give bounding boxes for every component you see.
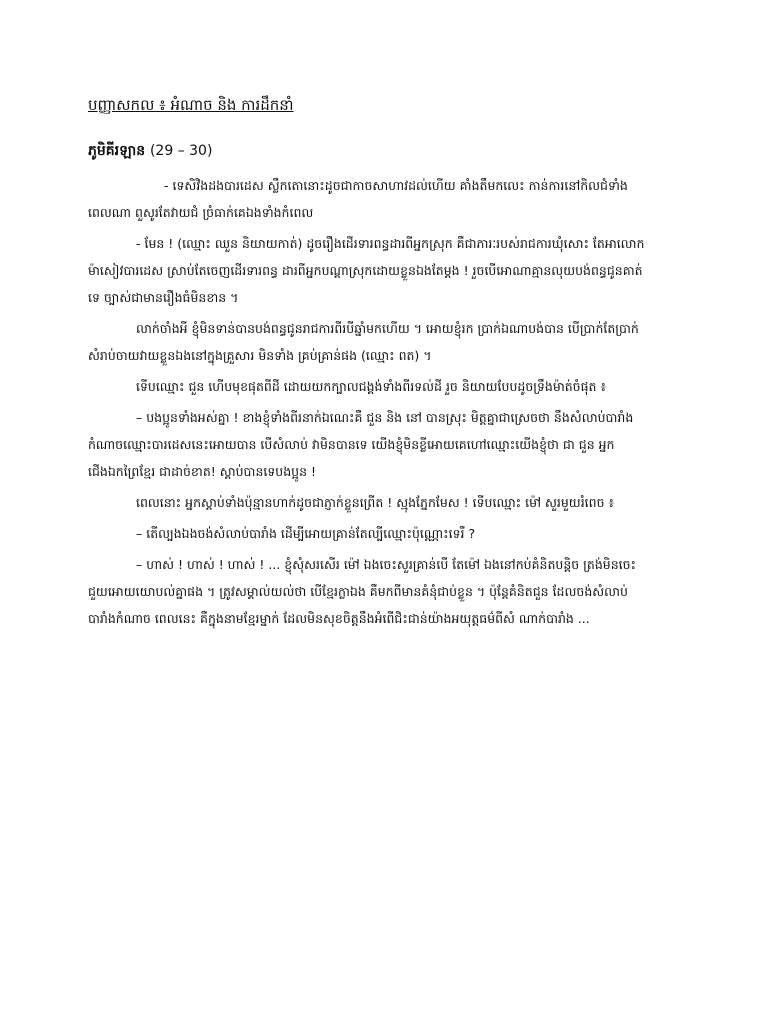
scene-range: (29 – 30): [149, 143, 213, 159]
scene-heading: [88, 138, 648, 164]
paragraph-6: ពេលនោះ អ្នកស្ដាប់ទាំងប៉ុន្មានហាក់ដូចជាភ្ញាក់ខ្លួនព្រើត ! ស្មុងភ្នែកមែស ! ទើបឈ្មោះ ម៉ៅ សួរមួយរំពេច ៖: [136, 495, 614, 510]
document-title: បញ្ញាសកល ៖ អំណាច និង ការដឹកនាំ: [88, 96, 294, 114]
paragraph-4: ទើបឈ្មោះ ជួន ហើបមុខផុតពីដី ដោយយកក្បាលជង្គង់ទាំងពីរទល់ដី រួច និយាយបែបដូចទ្រឹងម៉ាត់ចំផុត ៖: [136, 379, 606, 394]
paragraph-7: – តើល្បងឯងចង់សំលាប់បារាំង ដើម្បីអោយគ្រាន់តែល្បីឈ្មោះប៉ុណ្ណោះទេរឺ ?: [136, 526, 476, 541]
paragraph-5: – បងប្អូនទាំងអស់គ្នា ! ខាងខ្ញុំទាំងពីរនាក់ឯណេះគឺ ជួន និង នៅ បានស្រុះ មិត្តគ្នាជាស្រេចថា នឹងសំលាប់បារាំងកំណាចឈ្មោះបារដេសនេះអោយបាន បើសំលាប់ វាមិនបានទេ យើងខ្ញុំមិនខ្លីអោយគេហៅឈ្មោះយើងខ្ញុំថា ជា ជួន អ្នកជើងឯកព្រៃខ្មែរ ជាដាច់ខាត! ស្ដាប់បានទេបងប្អូន !: [88, 410, 634, 479]
document-page: [88, 92, 648, 636]
scene-label: ភូមិគីរឡាន: [88, 143, 146, 159]
paragraph-1: - ទេសិវិងដងបារដេស ស្លឹកតោនោះដូចជាកាចសាហាវដល់ហើយ គាំងតឹមកលេះ កាន់ការនៅកិលជំទាំងពេលណា ពួសូរតែវាយជំ ច្រំធាក់គេឯងទាំងកំពេល: [88, 178, 628, 220]
paragraph-8: – ហាស់ ! ហាស់ ! ហាស់ ! ... ខ្ញុំសុំសរសើរ ម៉ៅ ឯងចេះសួរគ្រាន់បើ តែម៉ៅ ឯងនៅកប់គំនិតបន្តិច ត្រង់មិនចេះជួយអោយយោបល់គ្នាផង ។ ត្រូវសម្គាល់យល់ថា បើខ្មែរក្លាឯង គឺមកពីមានគំនុំជាប់ខ្លួន ។ ប៉ុន្តែគំនិតជួន ដែលចង់សំលាប់បារាំងកំណាច ពេលនេះ គឺក្នុងនាមខ្មែរម្នាក់ ដែលមិនសុខចិត្តនឹងអំពើជិះជាន់យ៉ាងអយុត្តធម៌ពីសំ ណាក់បារាំង ...: [88, 557, 637, 626]
paragraph-2: - មែន ! (ឈ្មោះ ឈួន និយាយកាត់) ដូចរឿងដើរទារពន្ធដារពីអ្នកស្រុក គឺជាភារៈរបស់រាជការឃុំសោះ តែអាលោកម៉ាសៀវបារដេស ស្រាប់តែចេញដើរទារពន្ធ ដារពីអ្នកបណ្តាស្រុកដោយខ្លួនឯងតែម្ដង ! រួចបើអោណាគ្មានលុយបង់ពន្ធជូនគាត់ទេ ច្បាស់ជាមានរឿងធំមិនខាន ។: [88, 236, 645, 305]
paragraph-3: លាក់ចាំងអី ខ្ញុំមិនទាន់បានបង់ពន្ធជូនរាជការពីរបីឆ្នាំមកហើយ ។ អោយខ្ញុំរក ប្រាក់ឯណាបង់បាន បើប្រាក់តែប្រាក់សំរាប់ចាយវាយខ្លួនឯងនៅក្នុងគ្រួសារ មិនទាំង គ្រប់គ្រាន់ផង (ឈ្មោះ ពត) ។: [88, 321, 639, 363]
